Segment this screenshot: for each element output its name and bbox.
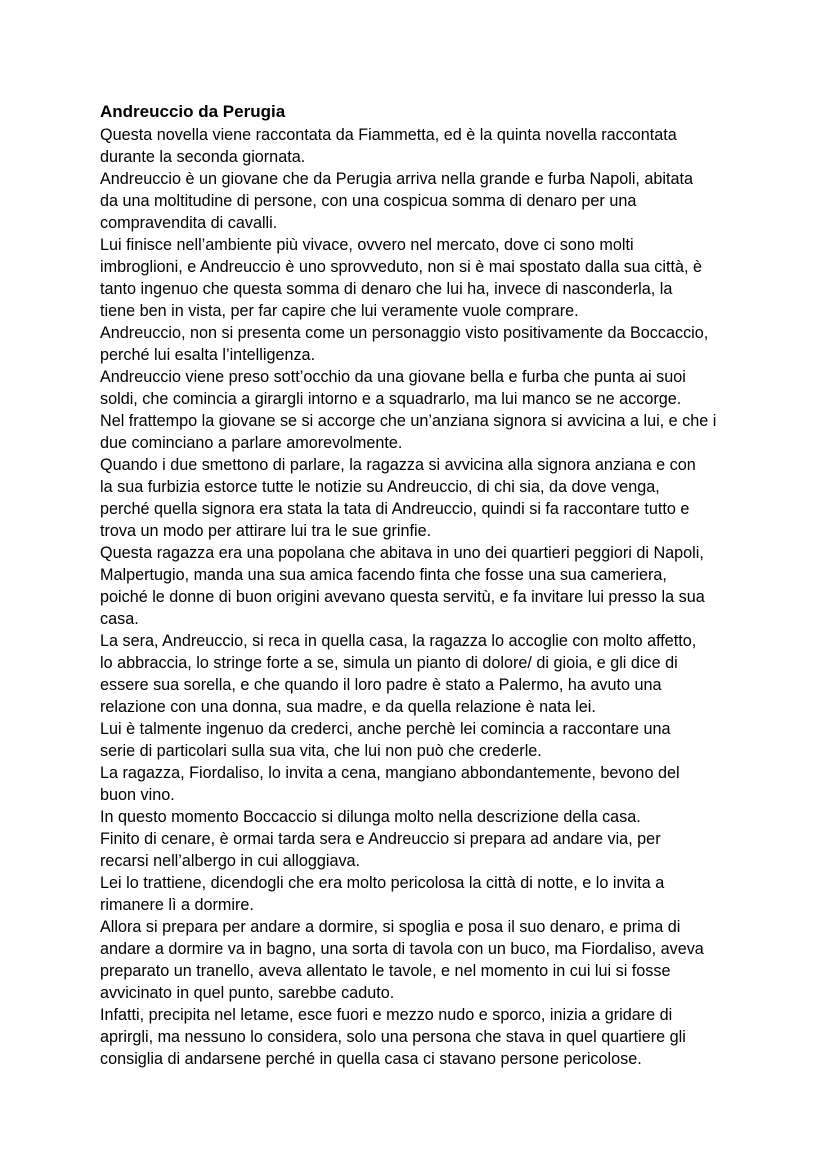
text-line: imbroglioni, e Andreuccio è uno sprovveduto, non si è mai spostato dalla sua città, è <box>100 258 702 276</box>
text-line: aprirgli, ma nessuno lo considera, solo una persona che stava in quel quartiere gli <box>100 1028 686 1046</box>
text-line: lo abbraccia, lo stringe forte a se, simula un pianto di dolore/ di gioia, e gli dice di <box>100 654 678 672</box>
document-body <box>100 99 740 1070</box>
text-line: Andreuccio, non si presenta come un personaggio visto positivamente da Boccaccio, <box>100 324 709 342</box>
text-line: Andreuccio è un giovane che da Perugia arriva nella grande e furba Napoli, abitata <box>100 170 694 188</box>
text-line: tiene ben in vista, per far capire che lui veramente vuole comprare. <box>100 302 579 320</box>
text-line: casa. <box>100 610 139 628</box>
text-line: Questa novella viene raccontata da Fiammetta, ed è la quinta novella raccontata <box>100 126 677 144</box>
text-line: Questa ragazza era una popolana che abitava in uno dei quartieri peggiori di Napoli, <box>100 544 704 562</box>
text-line: In questo momento Boccaccio si dilunga molto nella descrizione della casa. <box>100 808 641 826</box>
text-line: tanto ingenuo che questa somma di denaro che lui ha, invece di nasconderla, la <box>100 280 673 298</box>
text-line: Lui finisce nell’ambiente più vivace, ovvero nel mercato, dove ci sono molti <box>100 236 634 254</box>
text-line: la sua furbizia estorce tutte le notizie su Andreuccio, di chi sia, da dove venga, <box>100 478 660 496</box>
text-line: andare a dormire va in bagno, una sorta di tavola con un buco, ma Fiordaliso, aveva <box>100 940 704 958</box>
text-line: preparato un tranello, aveva allentato le tavole, e nel momento in cui lui si fosse <box>100 962 671 980</box>
text-line: Allora si prepara per andare a dormire, si spoglia e posa il suo denaro, e prima di <box>100 918 681 936</box>
text-line: poiché le donne di buon origini avevano questa servitù, e fa invitare lui presso la sua <box>100 588 705 606</box>
text-line: perché lui esalta l’intelligenza. <box>100 346 316 364</box>
text-line: rimanere lì a dormire. <box>100 896 254 914</box>
text-line: La sera, Andreuccio, si reca in quella casa, la ragazza lo accoglie con molto affetto, <box>100 632 697 650</box>
text-lines <box>100 124 740 1070</box>
page-title: Andreuccio da Perugia <box>100 102 286 121</box>
text-line: Finito di cenare, è ormai tarda sera e Andreuccio si prepara ad andare via, per <box>100 830 661 848</box>
text-line: Andreuccio viene preso sott’occhio da una giovane bella e furba che punta ai suoi <box>100 368 686 386</box>
text-line: essere sua sorella, e che quando il loro padre è stato a Palermo, ha avuto una <box>100 676 662 694</box>
text-line: Nel frattempo la giovane se si accorge che un’anziana signora si avvicina a lui, e che i <box>100 412 717 430</box>
text-line: Infatti, precipita nel letame, esce fuori e mezzo nudo e sporco, inizia a gridare di <box>100 1006 673 1024</box>
text-line: La ragazza, Fiordaliso, lo invita a cena, mangiano abbondantemente, bevono del <box>100 764 680 782</box>
text-line: due cominciano a parlare amorevolmente. <box>100 434 403 452</box>
text-line: trova un modo per attirare lui tra le sue grinfie. <box>100 522 432 540</box>
text-line: Lei lo trattiene, dicendogli che era molto pericolosa la città di notte, e lo invita a <box>100 874 665 892</box>
text-line: Quando i due smettono di parlare, la ragazza si avvicina alla signora anziana e con <box>100 456 696 474</box>
text-line: durante la seconda giornata. <box>100 148 306 166</box>
text-line: soldi, che comincia a girargli intorno e a squadrarlo, ma lui manco se ne accorge. <box>100 390 682 408</box>
text-line: avvicinato in quel punto, sarebbe caduto. <box>100 984 395 1002</box>
text-line: recarsi nell’albergo in cui alloggiava. <box>100 852 361 870</box>
text-line: da una moltitudine di persone, con una cospicua somma di denaro per una <box>100 192 637 210</box>
text-line: Lui è talmente ingenuo da crederci, anche perchè lei comincia a raccontare una <box>100 720 671 738</box>
text-line: perché quella signora era stata la tata di Andreuccio, quindi si fa raccontare tutto e <box>100 500 690 518</box>
text-line: Malpertugio, manda una sua amica facendo finta che fosse una sua cameriera, <box>100 566 667 584</box>
text-line: consiglia di andarsene perché in quella casa ci stavano persone pericolose. <box>100 1050 642 1068</box>
text-line: serie di particolari sulla sua vita, che lui non può che crederle. <box>100 742 542 760</box>
text-line: buon vino. <box>100 786 175 804</box>
text-line: relazione con una donna, sua madre, e da quella relazione è nata lei. <box>100 698 596 716</box>
text-line: compravendita di cavalli. <box>100 214 278 232</box>
